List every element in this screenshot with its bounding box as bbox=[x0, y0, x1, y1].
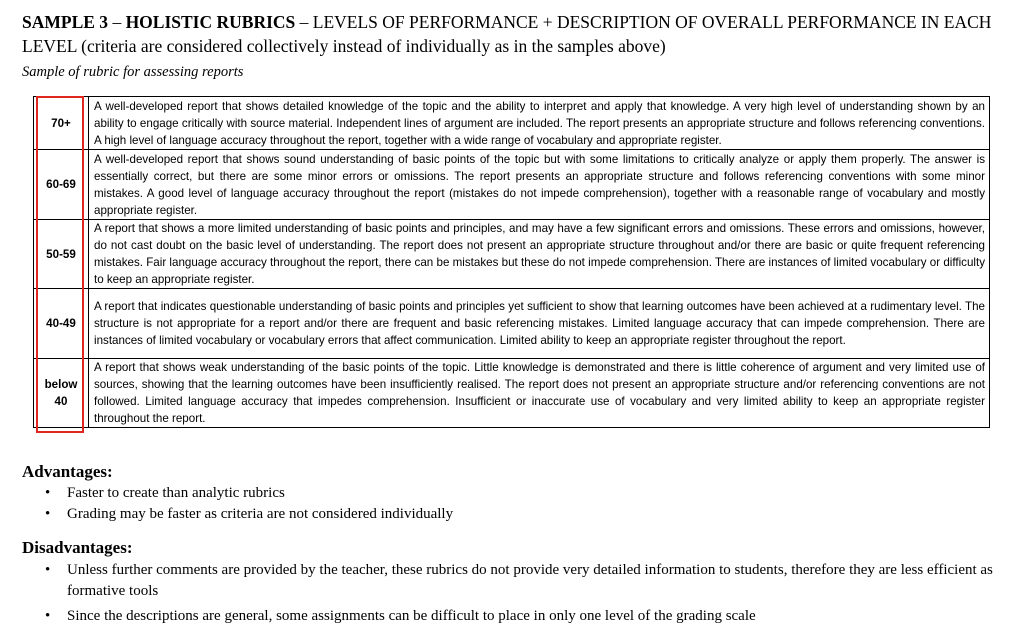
bullet-icon: • bbox=[45, 485, 51, 501]
description-cell: A report that indicates questionable understanding of basic points and principles yet sufficient to show that learning outcomes have been achieved at a rudimentary level. The structure is not appropriate for a report and/or there are frequent and basic referencing mistakes. Limited language accuracy that can impede comprehension. There are instances of limited vocabulary or vocabulary errors that affect communication. Limited ability to keep an appropriate register throughout the report. bbox=[89, 289, 990, 359]
level-cell bbox=[34, 359, 89, 428]
bullet-icon: • bbox=[45, 562, 51, 578]
rubric-row bbox=[34, 150, 990, 220]
list-item-text: Since the descriptions are general, some assignments can be difficult to place in only one level of the grading scale bbox=[67, 608, 756, 624]
description-cell: A well-developed report that shows sound understanding of basic points of the topic but with some limitations to critically analyze or apply them properly. The answer is essentially correct, but there are some minor errors or omissions. The report presents an appropriate structure and follows referencing conventions with some minor mistakes. A good level of language accuracy throughout the report (mistakes do not impede comprehension), together with a reasonable range of vocabulary and mostly appropriate register. bbox=[89, 150, 990, 220]
rubric-caption: Sample of rubric for assessing reports bbox=[22, 64, 244, 80]
list-item bbox=[45, 483, 1000, 504]
level-label: below 40 bbox=[44, 378, 78, 408]
description-cell: A report that shows weak understanding of the basic points of the topic. Little knowledge is demonstrated and there is little coherence of argument and very limited use of sources, showing that the learning outcomes have been insufficiently realised. The report does not present an appropriate structure and/or referencing conventions are not followed. Limited language accuracy that impedes comprehension. Insufficient or inaccurate use of vocabulary and very limited ability to keep an appropriate register throughout the report. bbox=[89, 359, 990, 428]
rubric-table bbox=[33, 96, 990, 428]
heading-description: – LEVELS OF PERFORMANCE + DESCRIPTION OF OVERALL PERFORMANCE IN EACH LEVEL (criteria are considered collectively instead of individually as in the samples above) bbox=[22, 12, 992, 56]
level-cell: 50-59 bbox=[34, 220, 89, 289]
rubric-row bbox=[34, 97, 990, 150]
document-heading bbox=[22, 10, 1002, 58]
rubric-row bbox=[34, 289, 990, 359]
heading-separator: – bbox=[108, 12, 126, 32]
description-cell: A report that shows a more limited understanding of basic points and principles, and may have a few significant errors and omissions. These errors and omissions, however, do not cast doubt on the basic level of understanding. The report does not present an appropriate structure throughout and/or there are basic or quite frequent referencing mistakes. Fair language accuracy throughout the report, there can be mistakes but these do not impede comprehension. There are instances of limited vocabulary or difficulty to keep an appropriate register. bbox=[89, 220, 990, 289]
disadvantages-list bbox=[45, 560, 1000, 627]
list-item-text: Faster to create than analytic rubrics bbox=[67, 485, 285, 501]
rubric-row bbox=[34, 220, 990, 289]
list-item bbox=[45, 504, 1000, 525]
rubric-row bbox=[34, 359, 990, 428]
advantages-list bbox=[45, 483, 1000, 525]
advantages-title: Advantages: bbox=[22, 462, 113, 481]
description-cell: A well-developed report that shows detailed knowledge of the topic and the ability to interpret and apply that knowledge. A very high level of understanding shown by an ability to engage critically with source material. Independent lines of argument are included. The report presents an appropriate structure and follows referencing conventions. A high level of language accuracy throughout the report, together with a wide range of vocabulary and appropriate register. bbox=[89, 97, 990, 150]
list-item-text: Unless further comments are provided by the teacher, these rubrics do not provide very detailed information to students, therefore they are less efficient as formative tools bbox=[67, 562, 993, 599]
level-cell: 40-49 bbox=[34, 289, 89, 359]
heading-sample-label: SAMPLE 3 bbox=[22, 12, 109, 32]
heading-rubric-type: HOLISTIC RUBRICS bbox=[125, 12, 296, 32]
list-item bbox=[45, 560, 1000, 602]
level-cell: 70+ bbox=[34, 97, 89, 150]
bullet-icon: • bbox=[45, 506, 51, 522]
bullet-icon: • bbox=[45, 608, 51, 624]
level-cell: 60-69 bbox=[34, 150, 89, 220]
list-item bbox=[45, 606, 1000, 627]
list-item-text: Grading may be faster as criteria are not considered individually bbox=[67, 506, 454, 522]
disadvantages-title: Disadvantages: bbox=[22, 538, 133, 557]
